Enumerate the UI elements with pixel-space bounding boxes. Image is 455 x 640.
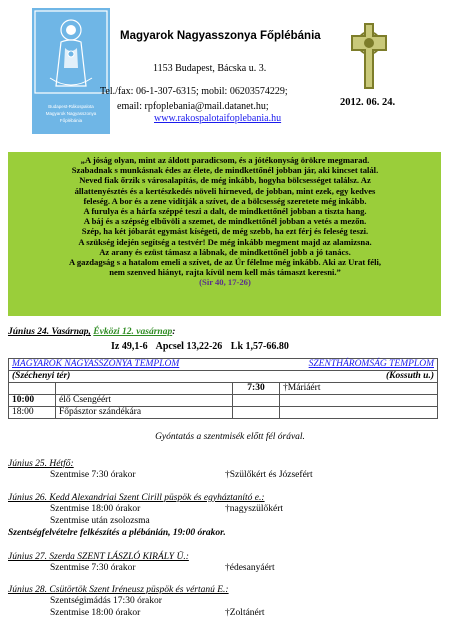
celtic-cross-icon bbox=[348, 22, 390, 92]
sunday-feast: Évközi 12. vasárnap bbox=[93, 327, 173, 337]
email-line: email: rpfoplebania@mail.datanet.hu; bbox=[117, 101, 269, 112]
day-1-title: Június 25. Hétfő: bbox=[8, 459, 74, 469]
day-3-entry-1: Szentmise 7:30 órakor bbox=[50, 563, 136, 573]
empty-cell bbox=[9, 383, 56, 395]
day-1-entry-1: Szentmise 7:30 órakor bbox=[50, 470, 136, 480]
table-row bbox=[9, 407, 438, 419]
quote-line: „A jóság olyan, mint az áldott paradicsom, és a jótékonyság örökre megmarad. bbox=[80, 155, 370, 165]
reading-3: Lk 1,57-66.80 bbox=[230, 341, 289, 352]
logo-text-1: Budapest-Rákospalota bbox=[48, 104, 94, 109]
day-3-intention-1: †édesanyáért bbox=[225, 563, 275, 573]
sunday-readings bbox=[111, 341, 295, 352]
table-row bbox=[9, 371, 438, 383]
church-2-name: SZENTHÁROMSÁG TEMPLOM bbox=[233, 359, 438, 371]
row3-time: 18:00 bbox=[9, 407, 56, 419]
day-4-entry-1: Szentségimádás 17:30 órakor bbox=[50, 596, 162, 606]
quote-line: A gazdagság s a hatalom emeli a szívet, de az Úr félelme még inkább. Aki az Urat féli, bbox=[68, 257, 382, 268]
row2-time: 10:00 bbox=[9, 395, 56, 407]
scripture-quote bbox=[14, 155, 436, 288]
day-3-title: Június 27. Szerda SZENT LÁSZLÓ KIRÁLY Ü.: bbox=[8, 552, 189, 562]
row1-time: 7:30 bbox=[233, 383, 280, 395]
confession-note: Gyóntatás a szentmisék előtt fél órával. bbox=[155, 432, 305, 442]
logo-text-2: Magyarok Nagyasszonya bbox=[45, 111, 97, 116]
church-2-place: (Kossuth u.) bbox=[233, 371, 438, 383]
address: 1153 Budapest, Bácska u. 3. bbox=[153, 63, 267, 74]
quote-line: Neved fiak őrzik s városalapítás, de még inkább, hogyha bölcsességet találsz. Az bbox=[79, 175, 371, 186]
quote-reference: (Sir 40, 17-26) bbox=[199, 277, 251, 288]
website-link[interactable]: www.rakospalotaifoplebania.hu bbox=[154, 113, 282, 124]
quote-line: Szép, ha két jóbarát egymást kíségeti, de még szebb, ha ezt férj és feleség teszi. bbox=[81, 226, 369, 237]
row3-intention: Főpásztor szándékára bbox=[56, 407, 233, 419]
day-2-note: Szentségfelvételre felkészítés a plébánián, 19:00 órakor. bbox=[8, 528, 226, 538]
row1-intention: †Máriáért bbox=[280, 383, 438, 395]
church-1-place: (Széchenyi tér) bbox=[9, 371, 233, 383]
parish-name: Magyarok Nagyasszonya Főplébánia bbox=[120, 30, 321, 42]
row2-intention: élő Csengéért bbox=[56, 395, 233, 407]
quote-line: A furulya és a hárfa széppé teszi a dalt, de mindkettőnél jobban a tiszta hang. bbox=[83, 206, 367, 217]
mass-schedule-table bbox=[8, 358, 438, 419]
day-4-entry-2: Szentmise 18:00 órakor bbox=[50, 608, 141, 618]
day-2-intention-1: †nagyszülőkért bbox=[225, 504, 284, 514]
table-row bbox=[9, 383, 438, 395]
empty-cell bbox=[280, 395, 438, 407]
quote-line: feleség. A bor és a zene vidítják a szívet, de a bölcsesség szeretete még inkább. bbox=[83, 195, 367, 206]
empty-cell bbox=[280, 407, 438, 419]
quote-line: A báj és a szépség elbűvöli a szemet, de mindkettőnél jobban a vetés a mezőn. bbox=[83, 216, 367, 227]
day-4-intention-2: †Zoltánért bbox=[225, 608, 265, 618]
empty-cell bbox=[233, 407, 280, 419]
parish-logo bbox=[32, 8, 110, 134]
empty-cell bbox=[233, 395, 280, 407]
day-2-title: Június 26. Kedd Alexandriai Szent Cirill püspök és egyháztanító e.: bbox=[8, 493, 265, 503]
day-1-intention-1: †Szülőkért és Józsefért bbox=[225, 470, 313, 480]
quote-line: állattenyésztés és a kertészkedés növeli hírneved, de jobban, mint ezek, egy kedves bbox=[74, 185, 376, 196]
day-2-entry-1: Szentmise 18:00 órakor bbox=[50, 504, 141, 514]
church-1-name: MAGYAROK NAGYASSZONYA TEMPLOM bbox=[9, 359, 233, 371]
empty-cell bbox=[56, 383, 233, 395]
quote-line: Szabadnak s munkásnak édes az élete, de mindkettőnél jobban jár, aki kincset talál. bbox=[71, 165, 379, 176]
issue-date: 2012. 06. 24. bbox=[340, 97, 396, 108]
reading-1: Iz 49,1-6 bbox=[111, 341, 148, 352]
sunday-heading bbox=[8, 327, 175, 338]
table-row bbox=[9, 359, 438, 371]
table-row bbox=[9, 395, 438, 407]
day-1 bbox=[8, 459, 74, 470]
sunday-day: Június 24. Vasárnap, bbox=[8, 327, 91, 337]
quote-line: Az arany és ezüst támasz a lábnak, de mindkettőnél jobb a jó tanács. bbox=[99, 246, 351, 257]
logo-text-3: Főplébánia bbox=[59, 118, 83, 123]
day-4-title: Június 28. Csütörtök Szent Iréneusz püspök és vértanú E.: bbox=[8, 585, 229, 595]
phone-line: Tel./fax: 06-1-307-6315; mobil: 06203574229; bbox=[100, 86, 288, 97]
day-2-entry-2: Szentmise után zsolozsma bbox=[50, 516, 150, 526]
quote-line: nem szenved hiányt, rajta kívül nem kell más támaszt keresni.” bbox=[109, 267, 341, 278]
quote-line: A szükség idején segítség a testvér! De még inkább megment majd az alamizsna. bbox=[78, 236, 372, 247]
reading-2: Apcsel 13,22-26 bbox=[155, 341, 223, 352]
sunday-feast-colon: : bbox=[172, 327, 176, 337]
